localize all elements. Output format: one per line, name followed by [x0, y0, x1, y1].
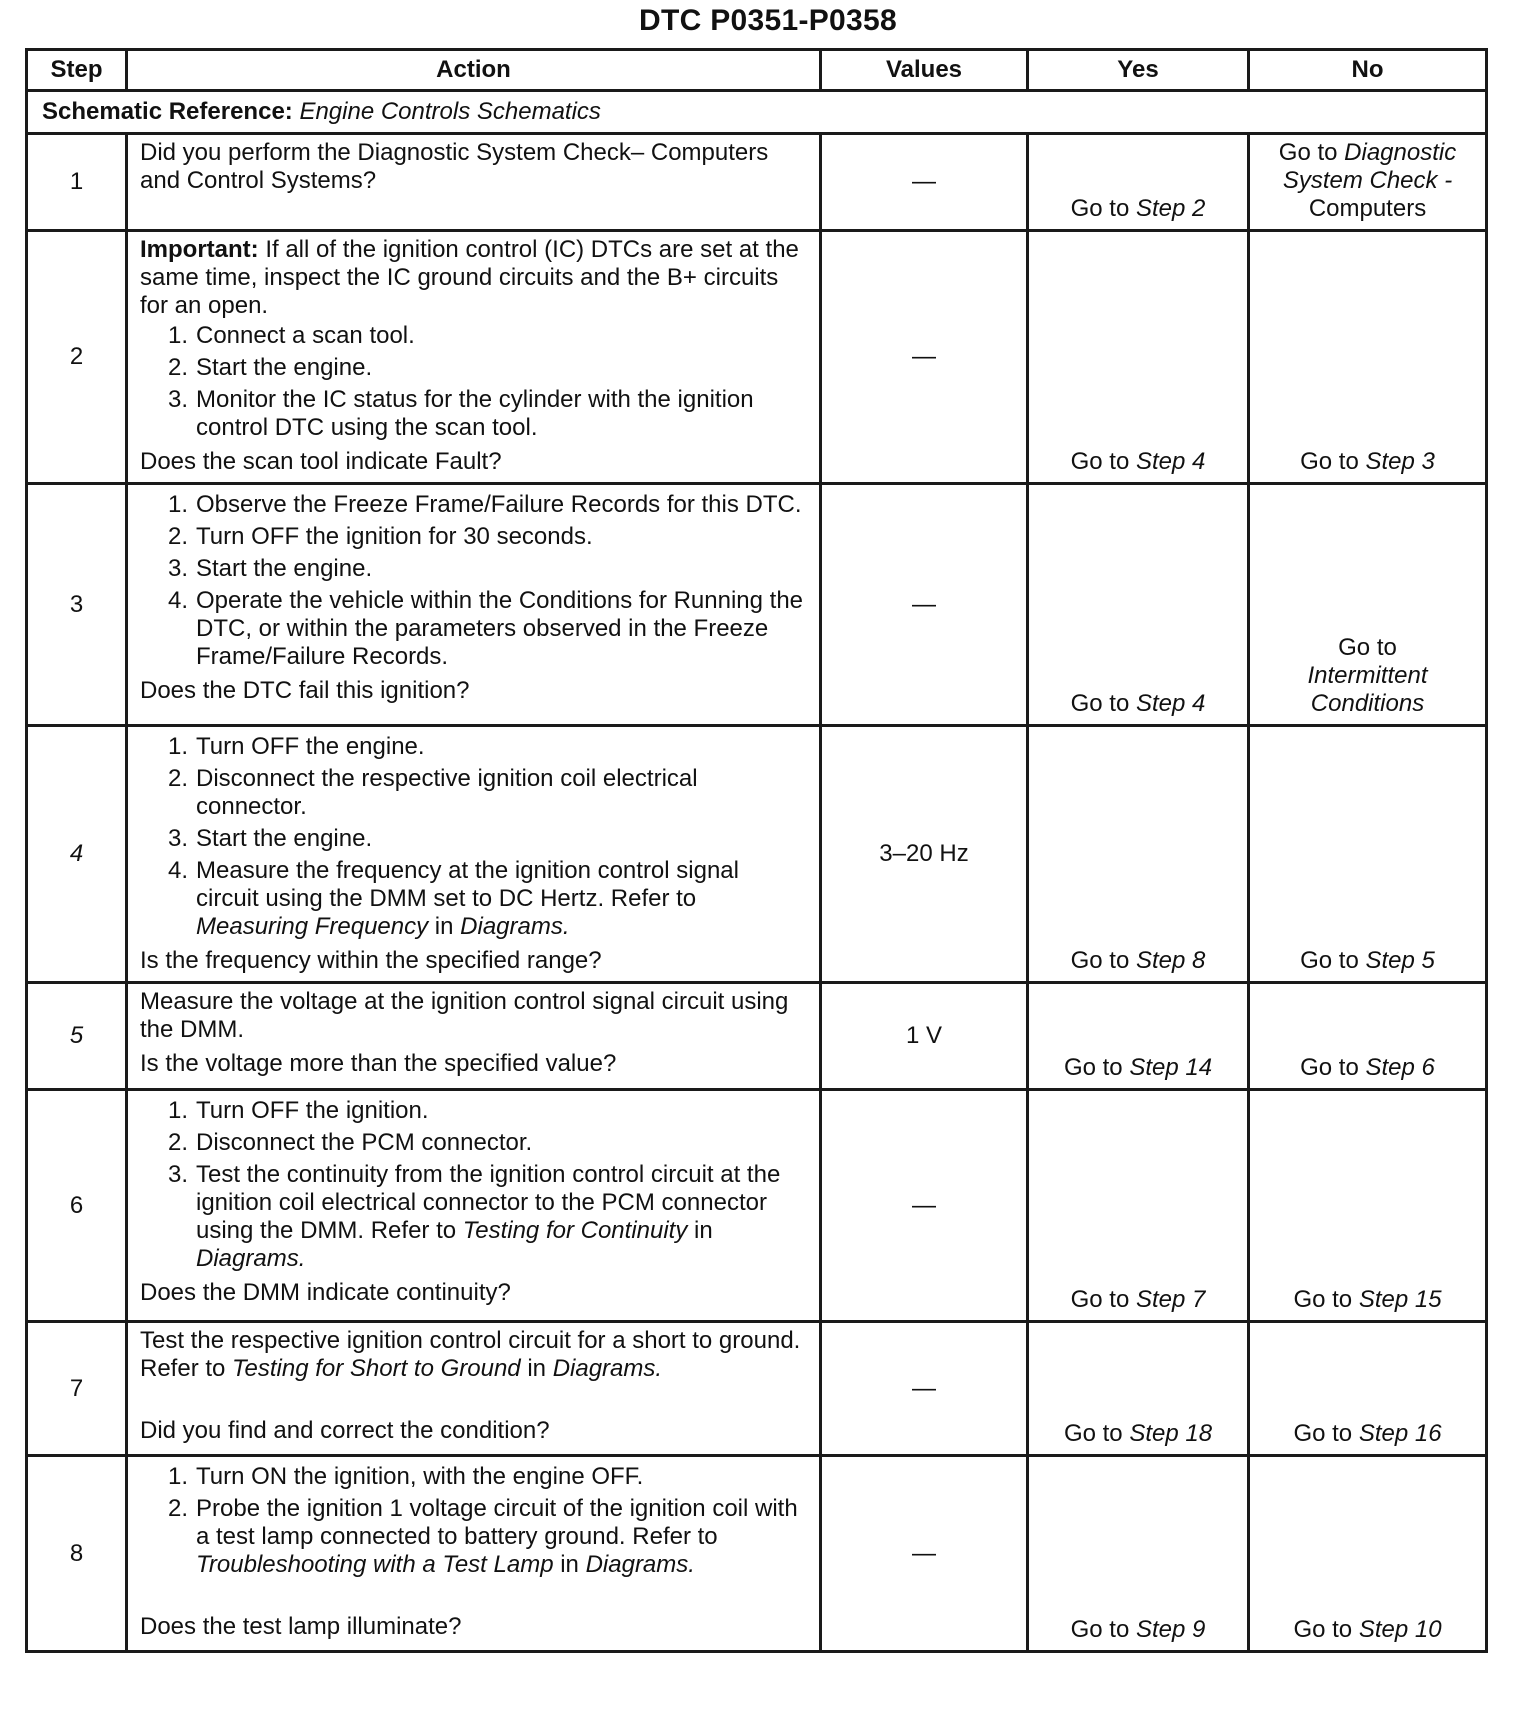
- yes-link[interactable]: Step 4: [1135, 690, 1206, 717]
- no-link[interactable]: Step 10: [1358, 1616, 1442, 1643]
- no-cell: [1249, 1090, 1487, 1322]
- table-row: [27, 1456, 1487, 1652]
- instruction-list: [140, 1463, 807, 1579]
- no-link[interactable]: Step 16: [1358, 1420, 1442, 1447]
- go-to-label: Go to: [1278, 139, 1338, 166]
- list-item: 1. Turn OFF the ignition.: [167, 1097, 429, 1124]
- question: Does the scan tool indicate Fault?: [140, 448, 502, 475]
- go-to-label: Go to: [1070, 947, 1130, 974]
- value-cell: 1 V: [821, 983, 1028, 1090]
- list-item: 2. Probe the ignition 1 voltage circuit of the ignition coil with a test lamp connected to battery ground. Refer to Troubleshooting with a Test Lamp in Diagrams.: [167, 1495, 798, 1578]
- action-intro: Test the respective ignition control circuit for a short to ground. Refer to Testing for Short to Ground in Diagrams.: [140, 1327, 801, 1382]
- instruction-list: [140, 491, 807, 671]
- yes-link[interactable]: Step 7: [1135, 1286, 1206, 1313]
- go-to-label: Go to: [1070, 195, 1130, 222]
- no-cell: [1249, 726, 1487, 983]
- no-cell: [1249, 983, 1487, 1090]
- schematic-reference: [27, 91, 1487, 134]
- yes-cell: [1028, 484, 1249, 726]
- table-row: [27, 983, 1487, 1090]
- schematic-link[interactable]: Engine Controls Schematics: [299, 98, 601, 125]
- list-item: 4. Operate the vehicle within the Conditions for Running the DTC, or within the parameters observed in the Freeze Frame/Failure Records.: [167, 587, 804, 670]
- go-to-label: Go to: [1300, 947, 1359, 974]
- go-to-label: Go to: [1063, 1054, 1123, 1081]
- yes-cell: [1028, 1090, 1249, 1322]
- list-item: 2. Disconnect the respective ignition coil electrical connector.: [167, 765, 698, 820]
- yes-cell: [1028, 726, 1249, 983]
- list-item: 2. Disconnect the PCM connector.: [167, 1129, 533, 1156]
- list-item: 3. Test the continuity from the ignition control circuit at the ignition coil electrical connector to the PCM connector using the DMM. Refer to Testing for Continuity in Diagrams.: [167, 1161, 781, 1272]
- list-item: 1. Turn OFF the engine.: [167, 733, 425, 760]
- go-to-label: Go to: [1070, 1286, 1130, 1313]
- reference-link[interactable]: Troubleshooting with a Test Lamp: [196, 1551, 554, 1578]
- no-cell: [1249, 1456, 1487, 1652]
- step-number: 8: [27, 1456, 127, 1652]
- table-row: [27, 1090, 1487, 1322]
- important-text: If all of the ignition control (IC) DTCs are set at the same time, inspect the IC ground circuits and the B+ circuits for an open.: [140, 236, 799, 319]
- yes-link[interactable]: Step 4: [1135, 448, 1206, 475]
- no-cell: [1249, 134, 1487, 231]
- list-item: 1. Turn ON the ignition, with the engine OFF.: [167, 1463, 644, 1490]
- question: Is the voltage more than the specified value?: [140, 1050, 617, 1077]
- header-action: Action: [127, 50, 821, 91]
- go-to-label: Go to: [1300, 448, 1359, 475]
- instruction-list: [140, 733, 807, 941]
- list-item: 2. Turn OFF the ignition for 30 seconds.: [167, 523, 593, 550]
- go-to-label: Go to: [1338, 634, 1397, 661]
- no-link-line[interactable]: Computers: [1308, 195, 1427, 222]
- action-cell: [127, 1090, 821, 1322]
- value-cell: —: [821, 484, 1028, 726]
- list-item: 3. Monitor the IC status for the cylinder with the ignition control DTC using the scan tool.: [167, 386, 754, 441]
- value-cell: —: [821, 1090, 1028, 1322]
- no-link[interactable]: Step 5: [1365, 947, 1435, 974]
- no-link-line[interactable]: System Check -: [1282, 167, 1453, 194]
- value-cell: —: [821, 1322, 1028, 1456]
- important-note: [140, 236, 807, 320]
- step-number: 1: [27, 134, 127, 231]
- value-cell: —: [821, 134, 1028, 231]
- list-item: 3. Start the engine.: [167, 825, 373, 852]
- question: Does the test lamp illuminate?: [140, 1613, 462, 1640]
- table-row: [27, 726, 1487, 983]
- table-row: [27, 1322, 1487, 1456]
- yes-link[interactable]: Step 2: [1135, 195, 1206, 222]
- schematic-reference-row: [27, 91, 1487, 134]
- header-yes: Yes: [1028, 50, 1249, 91]
- table-row: [27, 134, 1487, 231]
- action-cell: [127, 134, 821, 231]
- step-number: 5: [27, 983, 127, 1090]
- value-cell: —: [821, 1456, 1028, 1652]
- yes-link[interactable]: Step 18: [1129, 1420, 1213, 1447]
- yes-link[interactable]: Step 14: [1129, 1054, 1213, 1081]
- go-to-label: Go to: [1063, 1420, 1123, 1447]
- action-cell: [127, 484, 821, 726]
- schematic-label: Schematic Reference:: [42, 98, 293, 125]
- diagrams-link[interactable]: Diagrams.: [196, 1245, 306, 1272]
- go-to-label: Go to: [1070, 1616, 1130, 1643]
- value-cell: 3–20 Hz: [821, 726, 1028, 983]
- important-label: Important:: [140, 236, 259, 263]
- value-cell: —: [821, 231, 1028, 484]
- header-step: Step: [27, 50, 127, 91]
- action-cell: [127, 1322, 821, 1456]
- step-number: 4: [27, 726, 127, 983]
- no-link[interactable]: Step 3: [1365, 448, 1435, 475]
- no-link[interactable]: Intermittent: [1307, 662, 1428, 689]
- diagnostic-table: [25, 48, 1488, 1653]
- reference-link[interactable]: Testing for Short to Ground: [232, 1355, 521, 1382]
- question: Does the DMM indicate continuity?: [140, 1279, 511, 1306]
- question: Is the frequency within the specified range?: [140, 947, 602, 974]
- yes-cell: [1028, 1456, 1249, 1652]
- list-item: 1. Observe the Freeze Frame/Failure Records for this DTC.: [167, 491, 802, 518]
- no-cell: [1249, 231, 1487, 484]
- yes-link[interactable]: Step 8: [1135, 947, 1206, 974]
- step-number: 2: [27, 231, 127, 484]
- no-cell: [1249, 1322, 1487, 1456]
- action-cell: [127, 726, 821, 983]
- list-item: 3. Start the engine.: [167, 555, 373, 582]
- go-to-label: Go to: [1300, 1054, 1359, 1081]
- step-number: 6: [27, 1090, 127, 1322]
- question: Does the DTC fail this ignition?: [140, 677, 470, 704]
- yes-cell: [1028, 983, 1249, 1090]
- step-number: 3: [27, 484, 127, 726]
- table-row: [27, 484, 1487, 726]
- question: Did you find and correct the condition?: [140, 1417, 550, 1444]
- no-cell: [1249, 484, 1487, 726]
- go-to-label: Go to: [1070, 690, 1130, 717]
- diagrams-link[interactable]: Diagrams.: [460, 913, 570, 940]
- action-cell: [127, 983, 821, 1090]
- action-cell: [127, 1456, 821, 1652]
- action-intro: Measure the voltage at the ignition control signal circuit using the DMM.: [140, 988, 789, 1043]
- list-item: 1. Connect a scan tool.: [167, 322, 415, 349]
- list-item: 4. Measure the frequency at the ignition control signal circuit using the DMM set to DC Hertz. Refer to Measuring Frequency in Diagrams.: [167, 857, 739, 940]
- step-number: 7: [27, 1322, 127, 1456]
- instruction-list: [140, 1097, 807, 1273]
- yes-cell: [1028, 1322, 1249, 1456]
- header-values: Values: [821, 50, 1028, 91]
- table-row: [27, 231, 1487, 484]
- go-to-label: Go to: [1293, 1420, 1353, 1447]
- no-link[interactable]: Step 15: [1358, 1286, 1442, 1313]
- yes-cell: [1028, 134, 1249, 231]
- no-link-line[interactable]: Conditions: [1310, 690, 1425, 717]
- go-to-label: Go to: [1293, 1616, 1353, 1643]
- header-no: No: [1249, 50, 1487, 91]
- action-intro: Did you perform the Diagnostic System Check– Computers and Control Systems?: [140, 139, 769, 194]
- yes-cell: [1028, 231, 1249, 484]
- page-title: DTC P0351-P0358: [639, 4, 897, 37]
- yes-link[interactable]: Step 9: [1135, 1616, 1206, 1643]
- reference-link[interactable]: Measuring Frequency: [196, 913, 429, 940]
- list-item: 2. Start the engine.: [167, 354, 373, 381]
- reference-link[interactable]: Testing for Continuity: [462, 1217, 688, 1244]
- action-cell: [127, 231, 821, 484]
- diagrams-link[interactable]: Diagrams.: [552, 1355, 663, 1382]
- instruction-list: [140, 322, 807, 442]
- go-to-label: Go to: [1070, 448, 1130, 475]
- no-link[interactable]: Diagnostic: [1344, 139, 1457, 166]
- no-link[interactable]: Step 6: [1365, 1054, 1435, 1081]
- diagrams-link[interactable]: Diagrams.: [585, 1551, 695, 1578]
- table-header-row: [27, 50, 1487, 91]
- go-to-label: Go to: [1293, 1286, 1353, 1313]
